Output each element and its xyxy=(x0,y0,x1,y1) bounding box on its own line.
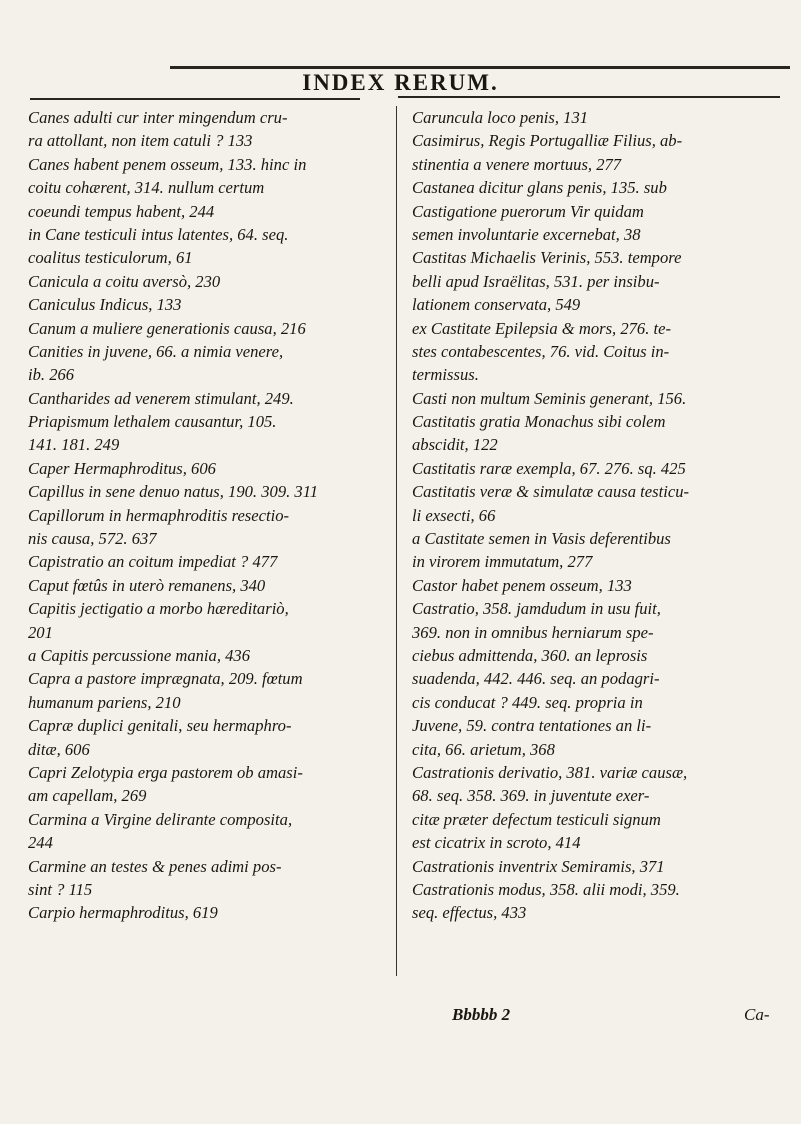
left-column xyxy=(28,106,376,925)
right-column xyxy=(412,106,772,925)
page-title: INDEX RERUM. xyxy=(302,70,499,95)
header-rule-left xyxy=(30,98,360,100)
index-line: coitu cohærent, 314. nullum certum xyxy=(28,178,265,198)
index-line: Capillus in sene denuo natus, 190. 309. 311 xyxy=(28,482,319,502)
index-line: Castitatis veræ & simulatæ causa testicu- xyxy=(412,482,690,502)
index-line: Caput fœtûs in uterò remanens, 340 xyxy=(28,575,266,595)
index-line: Capra a pastore imprægnata, 209. fœtum xyxy=(28,669,303,689)
index-line: Castratio, 358. jamdudum in usu fuit, xyxy=(412,599,661,619)
index-line: Castitatis raræ exempla, 67. 276. sq. 425 xyxy=(412,458,686,478)
index-line: am capellam, 269 xyxy=(28,786,147,806)
index-line: Carpio hermaphroditus, 619 xyxy=(28,903,218,923)
column-divider xyxy=(396,106,397,976)
index-line: Capræ duplici genitali, seu hermaphro- xyxy=(28,716,292,736)
index-line: humanum pariens, 210 xyxy=(28,692,181,712)
index-line: citæ præter defectum testiculi signum xyxy=(412,809,661,829)
index-line: a Capitis percussione mania, 436 xyxy=(28,645,251,665)
index-line: Canum a muliere generationis causa, 216 xyxy=(28,318,306,338)
index-line: Castitas Michaelis Verinis, 553. tempore xyxy=(412,248,682,268)
index-line: in Cane testiculi intus latentes, 64. seq. xyxy=(28,224,289,244)
index-line: belli apud Israëlitas, 531. per insibu- xyxy=(412,271,660,291)
index-line: seq. effectus, 433 xyxy=(412,903,527,923)
index-line: a Castitate semen in Vasis deferentibus xyxy=(412,529,671,549)
index-line: ex Castitate Epilepsia & mors, 276. te- xyxy=(412,318,672,338)
index-line: Castrationis modus, 358. alii modi, 359. xyxy=(412,879,680,899)
index-line: li exsecti, 66 xyxy=(412,505,496,525)
index-line: sint ? 115 xyxy=(28,879,93,899)
index-line: Castigatione puerorum Vir quidam xyxy=(412,201,644,221)
index-line: lationem conservata, 549 xyxy=(412,295,581,315)
index-line: coeundi tempus habent, 244 xyxy=(28,201,215,221)
index-line: stes contabescentes, 76. vid. Coitus in- xyxy=(412,341,670,361)
index-line: Castrationis inventrix Semiramis, 371 xyxy=(412,856,665,876)
index-line: stinentia a venere mortuus, 277 xyxy=(412,154,622,174)
index-line: Casimirus, Regis Portugalliæ Filius, ab- xyxy=(412,131,683,151)
index-line: Capri Zelotypia erga pastorem ob amasi- xyxy=(28,762,303,782)
index-line: Castanea dicitur glans penis, 135. sub xyxy=(412,178,667,198)
index-line: Caruncula loco penis, 131 xyxy=(412,108,589,127)
index-line: Capillorum in hermaphroditis resectio- xyxy=(28,505,290,525)
index-line: 141. 181. 249 xyxy=(28,435,120,455)
index-line: Castrationis derivatio, 381. variæ causæ, xyxy=(412,762,688,782)
index-line: 244 xyxy=(28,833,53,853)
index-line: Carmina a Virgine delirante composita, xyxy=(28,809,293,829)
index-line: ra attollant, non item catuli ? 133 xyxy=(28,131,253,151)
index-line: Canes adulti cur inter mingendum cru- xyxy=(28,108,288,127)
index-line: Juvene, 59. contra tentationes an li- xyxy=(412,716,652,736)
index-line: Caper Hermaphroditus, 606 xyxy=(28,458,216,478)
index-line: 201 xyxy=(28,622,53,642)
index-line: ib. 266 xyxy=(28,365,75,385)
index-line: nis causa, 572. 637 xyxy=(28,529,157,549)
index-line: Caniculus Indicus, 133 xyxy=(28,295,182,315)
header-rule-top xyxy=(170,66,790,69)
index-line: 68. seq. 358. 369. in juventute exer- xyxy=(412,786,650,806)
index-line: Casti non multum Seminis generant, 156. xyxy=(412,388,687,408)
index-line: cis conducat ? 449. seq. propria in xyxy=(412,692,643,712)
index-line: Castitatis gratia Monachus sibi colem xyxy=(412,412,666,432)
index-line: semen involuntarie excernebat, 38 xyxy=(412,224,641,244)
index-line: Priapismum lethalem causantur, 105. xyxy=(28,412,277,432)
index-line: cita, 66. arietum, 368 xyxy=(412,739,555,759)
index-line: est cicatrix in scroto, 414 xyxy=(412,833,581,853)
index-line: Carmine an testes & penes adimi pos- xyxy=(28,856,282,876)
index-line: Capistratio an coitum impediat ? 477 xyxy=(28,552,278,572)
index-line: Cantharides ad venerem stimulant, 249. xyxy=(28,388,294,408)
index-line: 369. non in omnibus herniarum spe- xyxy=(412,622,654,642)
index-line: Castor habet penem osseum, 133 xyxy=(412,575,632,595)
index-line: Capitis jectigatio a morbo hæreditariò, xyxy=(28,599,289,619)
index-line: suadenda, 442. 446. seq. an podagri- xyxy=(412,669,660,689)
index-line: coalitus testiculorum, 61 xyxy=(28,248,193,268)
index-line: in virorem immutatum, 277 xyxy=(412,552,593,572)
index-line: Canities in juvene, 66. a nimia venere, xyxy=(28,341,284,361)
index-line: ditæ, 606 xyxy=(28,739,90,759)
index-line: Canicula a coitu aversò, 230 xyxy=(28,271,221,291)
header-rule-right xyxy=(398,96,780,98)
signature-mark: Bbbbb 2 xyxy=(452,1005,511,1024)
index-line: termissus. xyxy=(412,365,479,385)
catchword: Ca- xyxy=(744,1005,770,1024)
index-line: abscidit, 122 xyxy=(412,435,498,455)
index-line: Canes habent penem osseum, 133. hinc in xyxy=(28,154,307,174)
index-line: ciebus admittenda, 360. an leprosis xyxy=(412,645,648,665)
